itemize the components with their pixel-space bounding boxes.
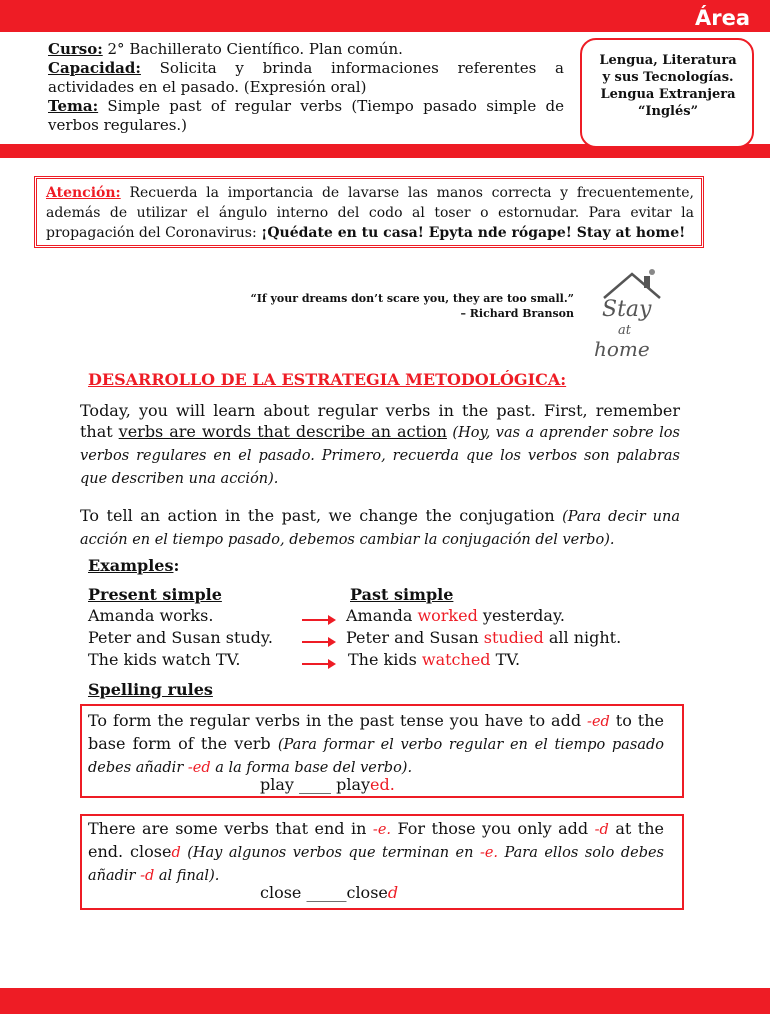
box2-i-e: -e. <box>479 845 499 861</box>
capacidad-text: Solicita y brinda informaciones referentes a actividades en el pasado. (Expresión oral) <box>48 59 564 96</box>
footer-bar <box>0 988 770 1014</box>
section-title: DESARROLLO DE LA ESTRATEGIA METODOLÓGICA: <box>88 370 567 389</box>
arrow-right-icon <box>302 614 336 626</box>
tema-text: Simple past of regular verbs (Tiempo pasado simple de verbos regulares.) <box>48 97 564 134</box>
intro-p2-text: To tell an action in the past, we change the conjugation <box>80 506 563 525</box>
past-row-3-verb: watched <box>421 650 491 669</box>
past-row-3 <box>348 649 520 671</box>
box2-c: at the end. close <box>88 819 664 861</box>
box2-example-d: d <box>387 883 399 902</box>
box1-i-a: (Para formar el verbo regular en el tiempo pasado debes añadir <box>88 737 665 776</box>
spelling-box-2-text <box>88 818 664 887</box>
past-row-1-verb: worked <box>417 606 478 625</box>
area-line-4: “Inglés” <box>637 104 699 119</box>
box1-i-b: a la forma base del verbo). <box>210 760 413 776</box>
intro-paragraph-2 <box>80 505 680 551</box>
curso-label: Curso: <box>48 40 103 58</box>
area-line-1: Lengua, Literatura <box>599 53 737 68</box>
past-row-2-b: all night. <box>543 628 622 647</box>
attention-body: Recuerda la importancia de lavarse las manos correcta y frecuentemente, además de utilizar el ángulo interno del codo al toser o estornudar. Para evitar la propagación del Coronavirus: <box>46 185 694 241</box>
box2-i-a: (Hay algunos verbos que terminan en <box>180 845 480 861</box>
intro-p2-italic: (Para decir una acción en el tiempo pasado, debemos cambiar la conjugación del verbo). <box>80 509 681 548</box>
box1-ed: -ed <box>587 714 610 730</box>
box1-a: To form the regular verbs in the past tense you have to add <box>88 711 588 730</box>
capacidad-label: Capacidad: <box>48 59 141 77</box>
area-line-3: Lengua Extranjera <box>600 87 736 102</box>
heart-icon <box>649 269 655 275</box>
past-row-3-b: TV. <box>490 650 521 669</box>
spelling-rules-title: Spelling rules <box>88 680 213 699</box>
present-row-3: The kids watch TV. <box>88 650 241 669</box>
intro-p1-italic: (Hoy, vas a aprender sobre los verbos regulares en el pasado. Primero, recuerda que los verbos son palabras que describen una acción). <box>80 425 680 487</box>
stay-logo-word-2: at <box>618 323 631 338</box>
intro-p1-text: Today, you will learn about regular verbs in the past. First, remember that <box>80 401 680 441</box>
box2-i-d: -d <box>140 868 155 884</box>
past-row-1-a: Amanda <box>346 606 418 625</box>
header-info <box>48 40 564 135</box>
stay-at-home-logo <box>584 268 674 364</box>
past-simple-header: Past simple <box>350 585 454 604</box>
tema-line <box>48 97 564 135</box>
past-row-2-verb: studied <box>483 628 544 647</box>
attention-text <box>46 183 694 243</box>
examples-title-text: Examples <box>88 556 174 575</box>
box2-i-b: Para ellos solo debes añadir <box>88 845 664 884</box>
quote-author: – Richard Branson <box>460 307 574 320</box>
attention-label: Atención: <box>46 185 121 201</box>
spelling-box-1-text <box>88 710 664 779</box>
area-title: Área <box>694 6 750 30</box>
box2-a: There are some verbs that end in <box>88 819 373 838</box>
arrow-right-icon <box>302 658 336 670</box>
box2-e: -e. <box>372 822 392 838</box>
capacidad-line <box>48 59 564 97</box>
spelling-box-1-example <box>260 774 395 796</box>
chimney-icon <box>644 276 650 288</box>
box2-cd: d <box>171 845 181 861</box>
box2-i-c: al final). <box>154 868 220 884</box>
past-row-3-a: The kids <box>348 650 422 669</box>
past-row-1 <box>346 605 565 627</box>
quote-text: “If your dreams don’t scare you, they are too small.” <box>250 292 574 305</box>
quote <box>230 291 574 321</box>
stay-logo-word-3: home <box>594 337 650 361</box>
past-row-2 <box>346 627 621 649</box>
house-roof-icon <box>604 274 660 298</box>
curso-line <box>48 40 564 59</box>
present-simple-header: Present simple <box>88 585 222 604</box>
arrow-right-icon <box>302 636 336 648</box>
box2-d: -d <box>594 822 609 838</box>
area-text <box>588 52 748 120</box>
tema-label: Tema: <box>48 97 99 115</box>
box2-b: For those you only add <box>391 819 595 838</box>
curso-text: 2° Bachillerato Científico. Plan común. <box>102 40 403 58</box>
past-row-2-a: Peter and Susan <box>346 628 484 647</box>
examples-title <box>88 556 179 575</box>
box1-i-ed: -ed <box>187 760 211 776</box>
box1-example-a: play ____ play <box>260 775 371 794</box>
attention-strong: ¡Quédate en tu casa! Epyta nde rógape! Stay at home! <box>261 225 686 241</box>
area-line-2: y sus Tecnologías. <box>602 70 734 85</box>
present-row-1: Amanda works. <box>88 606 214 625</box>
box1-example-ed: ed. <box>370 775 395 794</box>
past-row-1-b: yesterday. <box>477 606 565 625</box>
intro-p1-underlined: verbs are words that describe an action <box>118 422 447 441</box>
examples-title-colon: : <box>173 556 180 575</box>
box2-example-a: close _____close <box>260 883 388 902</box>
intro-paragraph-1 <box>80 400 680 490</box>
stay-logo-word-1: Stay <box>602 297 652 322</box>
present-row-2: Peter and Susan study. <box>88 628 273 647</box>
spelling-box-2-example <box>260 882 398 904</box>
box1-b: to the base form of the verb <box>88 711 664 753</box>
